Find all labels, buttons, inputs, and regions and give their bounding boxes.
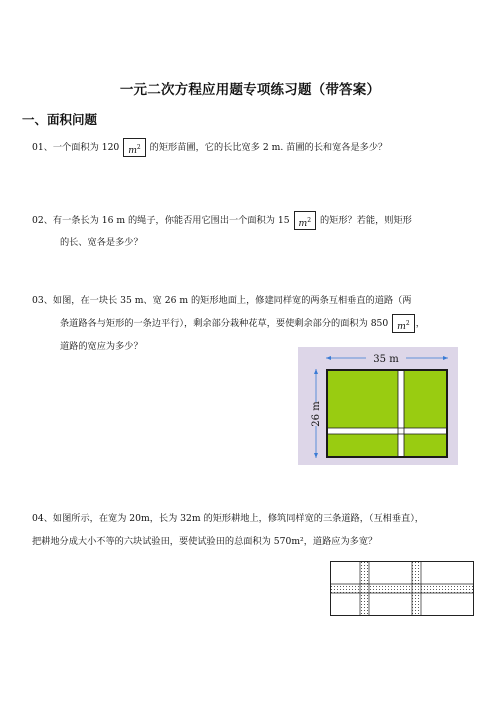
road-diagram-figure: [298, 347, 458, 465]
horizontal-road: [328, 428, 446, 434]
unit-box: $m^2$: [123, 138, 146, 157]
question-1-text-end: 的矩形苗圃，它的长比宽多 2 m. 苗圃的长和宽各是多少？: [149, 142, 388, 153]
question-2-line2: 的长、宽各是多少？: [60, 237, 143, 248]
arrow-right-icon: [443, 356, 448, 360]
vertical-road: [398, 371, 404, 456]
plot: [328, 434, 398, 456]
section-heading: 一、面积问题: [22, 112, 98, 127]
height-label: 26 m: [311, 401, 322, 427]
arrow-left-icon: [326, 356, 331, 360]
question-3-line1: 03、如图，在一块长 35 m、宽 26 m 的矩形地面上，修建同样宽的两条互相垂直的道路（两: [32, 295, 412, 306]
arrow-up-icon: [314, 369, 318, 374]
horizontal-road: [331, 584, 473, 593]
plots-diagram-figure: [330, 561, 474, 616]
question-2: [32, 210, 412, 232]
question-1-text: 01、一个面积为 120: [32, 142, 120, 153]
question-4-line1: 04、如图所示，在宽为 20m，长为 32m 的矩形耕地上，修筑同样宽的三条道路，（互相垂直），: [32, 513, 424, 524]
width-label: 35 m: [373, 354, 399, 365]
plot: [328, 371, 398, 428]
plots-diagram: [330, 561, 474, 616]
plot: [404, 371, 446, 428]
arrow-down-icon: [314, 453, 318, 458]
unit-box: $m^2$: [392, 314, 415, 333]
question-4-line2: 把耕地分成大小不等的六块试验田，要使试验田的总面积为 570m²，道路应为多宽？: [32, 536, 378, 547]
question-2-text-end: 的矩形？若能，则矩形: [319, 215, 412, 226]
question-3-line2: 条道路各与矩形的一条边平行），剩余部分栽种花草，要使剩余部分的面积为 850 $m^2$ ，: [60, 313, 425, 335]
road-diagram: [298, 347, 458, 465]
question-2-text: 02、有一条长为 16 m 的绳子，你能否用它围出一个面积为 15: [32, 215, 290, 226]
question-1: [32, 137, 387, 159]
plot: [404, 434, 446, 456]
unit-box: $m^2$: [294, 211, 317, 230]
question-3-line3: 道路的宽应为多少？: [60, 341, 143, 352]
page-title: 一元二次方程应用题专项练习题（带答案）: [119, 82, 381, 98]
